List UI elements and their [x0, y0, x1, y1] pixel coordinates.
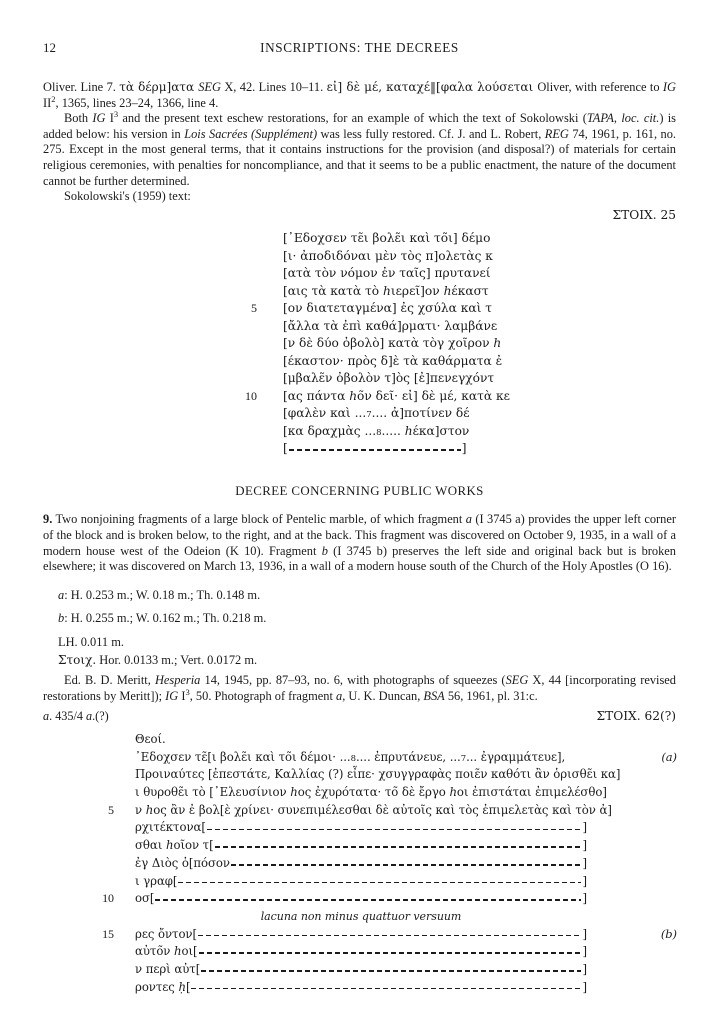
- page-number: 12: [43, 40, 56, 55]
- inscription-text: [ι· ἀποδιδόναι μὲν τὸς π]ολετὰς κ: [283, 248, 493, 263]
- lacuna-dashes: [199, 952, 582, 954]
- inscription-line: [239, 300, 676, 318]
- closing-bracket: ]: [582, 838, 587, 853]
- lacuna-note: lacuna non minus quattuor versuum: [260, 910, 462, 923]
- inscription-line: [98, 802, 677, 820]
- line-number: 10: [245, 388, 257, 403]
- inscription-text: [μβαλε̃ν ὀβολὸν τ]ὸς [ἐ]πενεγχόντ: [283, 371, 495, 386]
- lacuna-dashes: [198, 935, 581, 937]
- fragment-date: a. 435/4 a.(?): [43, 709, 109, 724]
- lacuna-dashes: [215, 846, 582, 848]
- inscription-line: [239, 283, 676, 301]
- inscription-text: ι θυροθε̃ι τὸ [᾿Ελευσίνιον h ος ἐχυρότατα· το̃ δὲ ἔργο h οι ἐπιστάται ἐπιμελέσθο]: [135, 785, 607, 800]
- inscription-text: Θεοί.: [135, 731, 166, 746]
- lacuna-dashes: [178, 882, 581, 884]
- paragraph-restorations: Both IG $I^3$ and the present text eschew restorations, for an example of which the text of Sokolowski (TAPA, loc. cit.) is added below: his version in Lois Sacrées (Supplément) was less fully restored. Cf. J. and L. Robert, REG 74, 1961, p. 161, no. 275. Except in the most general terms, that it contains instructions for the provision (and disposal?) of materials for certain religious ceremonies, with penalties for noncompliance, and that it seems to be a public enactment, the nature of the document cannot be further determined.: [43, 109, 677, 188]
- inscription-line: [98, 855, 677, 873]
- closing-bracket: ]: [582, 855, 587, 870]
- line-number: 5: [108, 802, 114, 817]
- measurement-letter-height: LH. 0.011 m.: [58, 635, 124, 649]
- inscription-line: [98, 749, 677, 767]
- inscription-line: [239, 318, 676, 336]
- inscription-text: ρχιτέκτονα[ ]: [135, 819, 587, 837]
- inscription-line: [98, 766, 677, 784]
- inscription-line: [239, 370, 676, 388]
- inscription-line: [239, 248, 676, 266]
- inscription-line: [239, 440, 676, 458]
- sokolowski-text-label: Sokolowski's (1959) text:: [64, 189, 191, 204]
- inscription-line: [98, 979, 677, 997]
- inscription-line: [98, 731, 677, 749]
- closing-bracket: ]: [582, 873, 587, 888]
- paragraph-editions: Ed. B. D. Meritt, Hesperia 14, 1945, pp. 87–93, no. 6, with photographs of squeezes (SEG X, 44 [incorporating revised restorations by Meritt]); IG $I^3$, 50. Photograph of fragment a, U. K. Duncan, BSA 56, 1961, pl. 31:c.: [43, 673, 676, 703]
- lacuna-dashes: [201, 970, 581, 972]
- greek-inscription-block-decree: [98, 731, 677, 997]
- inscription-text: [ον διατεταγμένα] ἐς χσύλα καὶ τ: [283, 301, 492, 316]
- inscription-text: ρες ὄντον[ ]: [135, 926, 587, 944]
- inscription-line: [98, 943, 677, 961]
- inscription-line: [239, 265, 676, 283]
- lacuna-dashes: [207, 829, 582, 831]
- inscription-line: [98, 784, 677, 802]
- inscription-text: ἐγ Διὸς ὁ[πόσον ]: [135, 855, 587, 873]
- inscription-line: [98, 837, 677, 855]
- closing-bracket: ]: [582, 891, 587, 906]
- section-heading: DECREE CONCERNING PUBLIC WORKS: [235, 483, 484, 498]
- lacuna-dashes: [231, 864, 582, 866]
- inscription-line: [239, 353, 676, 371]
- stoichedon-note-2: ΣΤΟΙΧ. 62(?): [596, 709, 676, 724]
- inscription-line: [98, 926, 677, 944]
- greek-inscription-block-sokolowski: [239, 230, 676, 458]
- dateline-row: [43, 709, 676, 725]
- lacuna-dashes: [155, 899, 581, 901]
- inscription-text: ροντες ḥ[ ]: [135, 979, 587, 997]
- inscription-text: Προιναύτες [ἐπεστάτε, Καλλίας (?) εἶπε· χσυγγραφὰς ποιε̃ν καθότι ἂν ὁρισθε̃ι κα]: [135, 767, 621, 782]
- fragment-label: (b): [660, 926, 677, 941]
- measurement-stoichedon-grid: Στοιχ. Hor. 0.0133 m.; Vert. 0.0172 m.: [58, 652, 258, 667]
- inscription-line: [98, 819, 677, 837]
- inscription-line: [239, 405, 676, 423]
- closing-bracket: ]: [582, 926, 587, 941]
- inscription-text: [᾿Εδοχσεν τε̃ι βολε̃ι καὶ το̃ι] δέμο: [283, 231, 491, 246]
- inscription-line: [239, 388, 676, 406]
- inscription-text: [αις τὰ κατὰ τὸ h ιερεῖ]ον h έκαστ: [283, 283, 489, 298]
- inscription-text: [έκαστον· πρὸς δ]ὲ τὰ καθάρματα ἐ: [283, 353, 503, 368]
- fragment-label: (a): [661, 749, 677, 764]
- inscription-text: [ ]: [283, 440, 467, 458]
- running-title: INSCRIPTIONS: THE DECREES: [260, 40, 459, 55]
- measurement-fragment-a: a: H. 0.253 m.; W. 0.18 m.; Th. 0.148 m.: [58, 587, 261, 602]
- line-number: 15: [102, 926, 114, 941]
- line-number: 10: [102, 891, 114, 906]
- paragraph-oliver-note: Oliver. Line 7. τὰ δέρμ]ατα SEG X, 42. Lines 10–11. εἰ] δὲ μέ, καταχέ‖[φαλα λούσεται Oliver, with reference to IG $II^2$, 1365, lines 23–24, 1366, line 4.: [43, 80, 676, 110]
- inscription-line: [98, 961, 677, 979]
- page-header: [43, 40, 676, 57]
- inscription-text: οσ[ ]: [135, 890, 587, 908]
- inscription-text: ι γραφ[ ]: [135, 873, 587, 891]
- closing-bracket: ]: [582, 820, 587, 835]
- lacuna-dashes: [191, 988, 581, 990]
- closing-bracket: ]: [461, 441, 467, 456]
- inscription-line: [98, 890, 677, 908]
- inscription-text: ν h ος ἂν ἐ βολ[ὲ χρίνει· συνεπιμέλεσθαι δὲ αὐτοῖς καὶ τὸς ἐπιμελετὰς καὶ τὸν ἀ]: [135, 802, 612, 817]
- inscription-text: [ν δὲ δύο ὀβολὸ] κατὰ τὸγ χοῖρον h: [283, 336, 502, 351]
- inscription-line: [239, 423, 676, 441]
- stoichedon-note-1: ΣΤΟΙΧ. 25: [612, 207, 676, 222]
- inscription-text: αὐτο̃ν hοι[ ]: [135, 943, 587, 961]
- closing-bracket: ]: [582, 962, 587, 977]
- closing-bracket: ]: [582, 944, 587, 959]
- lacuna-dashes: [289, 449, 461, 451]
- inscription-text: [κα δραχμὰς ... 8 ..... h έκα]στον: [283, 423, 470, 438]
- inscription-line: [239, 230, 676, 248]
- inscription-text: ᾿Εδοχσεν τε̃[ι βολε̃ι καὶ το̃ι δέμοι· ... 8 .... ἐπρυτάνευε, ... 7 ... ἐγραμμάτευε],: [135, 749, 566, 764]
- closing-bracket: ]: [582, 979, 587, 994]
- inscription-text: [ας πάντα h ο̃ν δεῖ· εἰ] δὲ μέ, κατὰ κε: [283, 388, 510, 403]
- inscription-line: [98, 873, 677, 891]
- line-number: 5: [251, 301, 257, 316]
- measurement-fragment-b: b: H. 0.255 m.; W. 0.162 m.; Th. 0.218 m.: [58, 611, 267, 626]
- inscription-text: [ἄλλα τὰ ἐπὶ καθά]ρματι· λαμβάνε: [283, 318, 498, 333]
- inscription-text: [φαλὲν καὶ ... 7 .... ἀ]ποτίνεν δέ: [283, 406, 470, 421]
- inscription-text: σθαι hοῖον τ[ ]: [135, 837, 587, 855]
- inscription-text: [ατὰ τὸν νόμον ἐν ταῖς] πρυτανεί: [283, 266, 491, 281]
- paragraph-entry-9: 9. Two nonjoining fragments of a large block of Pentelic marble, of which fragment a (I 3745 a) provides the upper left corner of the block and is broken below, to the right, and at the back. This fragment was discovered on October 9, 1935, in a wall of a modern house west of the Odeion (K 10). Fragment b (I 3745 b) preserves the left side and original back but is broken elsewhere; it was discovered on March 13, 1936, in a wall of a modern house south of the Church of the Holy Apostles (O 16).: [43, 512, 676, 574]
- inscription-line: [239, 335, 676, 353]
- inscription-text: ν περὶ αὐτ[ ]: [135, 961, 587, 979]
